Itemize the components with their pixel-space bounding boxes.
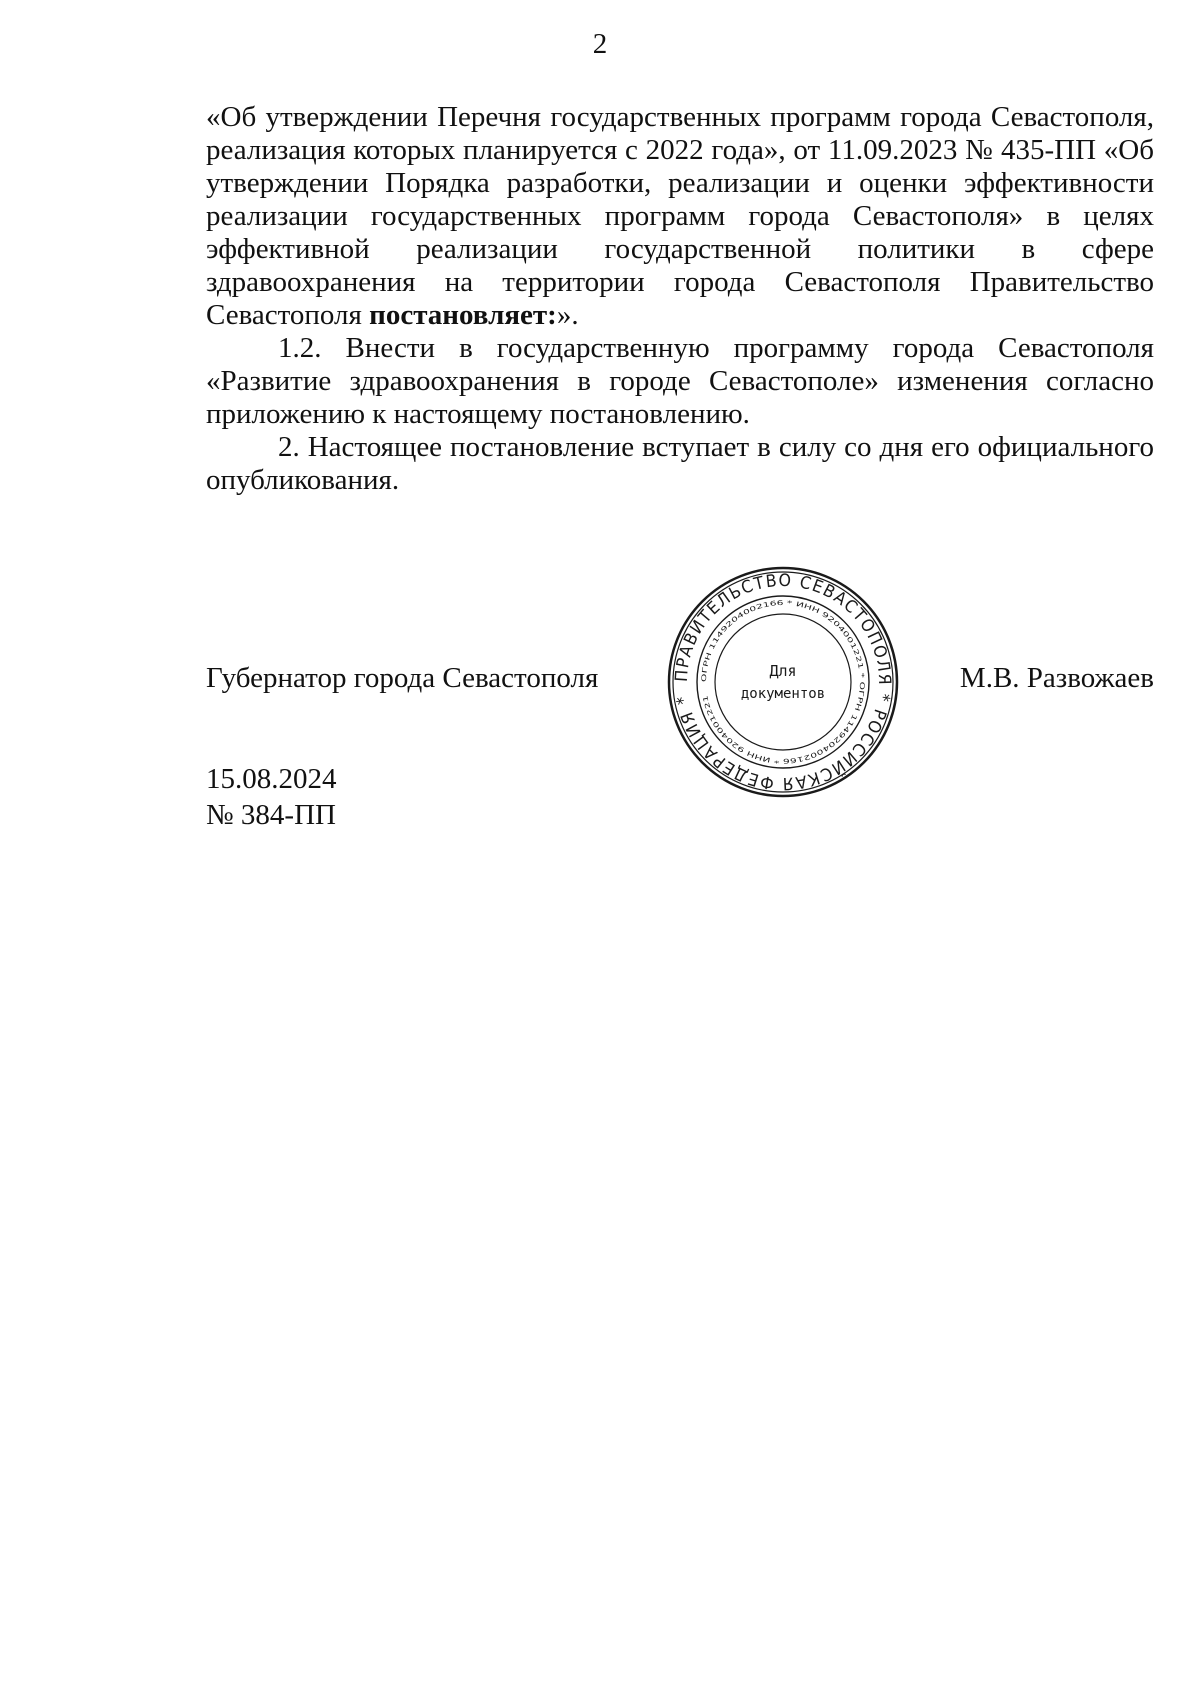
seal-inner-ring: [715, 614, 851, 750]
resolves-keyword: постановляет:: [369, 299, 557, 331]
paragraph-continuation-tail: ».: [556, 299, 579, 331]
seal-outer-text: ПРАВИТЕЛЬСТВО СЕВАСТОПОЛЯ * РОССИЙСКАЯ ФЕДЕРАЦИЯ *: [671, 570, 895, 794]
seal-inner-ring-text: ОГРН 1149204002166 * ИНН 9204001221 * ОГРН 1149204002166 * ИНН 9204001221: [699, 598, 867, 766]
paragraph-item-2: 2. Настоящее постановление вступает в силу со дня его официального опубликования.: [206, 431, 1154, 496]
seal-center-line-1: Для: [769, 662, 797, 680]
paragraph-item-1-2: 1.2. Внести в государственную программу города Севастополя «Развитие здравоохранения в городе Севастополе» изменения согласно приложению к настоящему постановлению.: [206, 332, 1154, 430]
signatory-title: Губернатор города Севастополя: [206, 662, 599, 694]
seal-center-line-2: документов: [740, 686, 826, 702]
seal-middle-ring: [697, 596, 869, 768]
document-date: 15.08.2024: [206, 763, 337, 795]
document-number: № 384-ПП: [206, 799, 336, 831]
document-meta: [206, 761, 337, 833]
paragraph-continuation: [206, 101, 1154, 332]
page-number: 2: [592, 28, 608, 60]
paragraph-continuation-text: «Об утверждении Перечня государственных программ города Севастополя, реализация которых планируется с 2022 года», от 11.09.2023 № 435-ПП «Об утверждении Порядка разработки, реализации и оценки эффективности реализации государственных программ города Севастополя» в целях эффективной реализации государственной политики в сфере здравоохранения на территории города Севастополя Правительство Севастополя: [206, 101, 1154, 331]
signatory-name: М.В. Развожаев: [959, 662, 1154, 694]
seal-graphic: [665, 564, 901, 800]
official-seal: [665, 564, 901, 800]
document-body: [206, 101, 1154, 497]
